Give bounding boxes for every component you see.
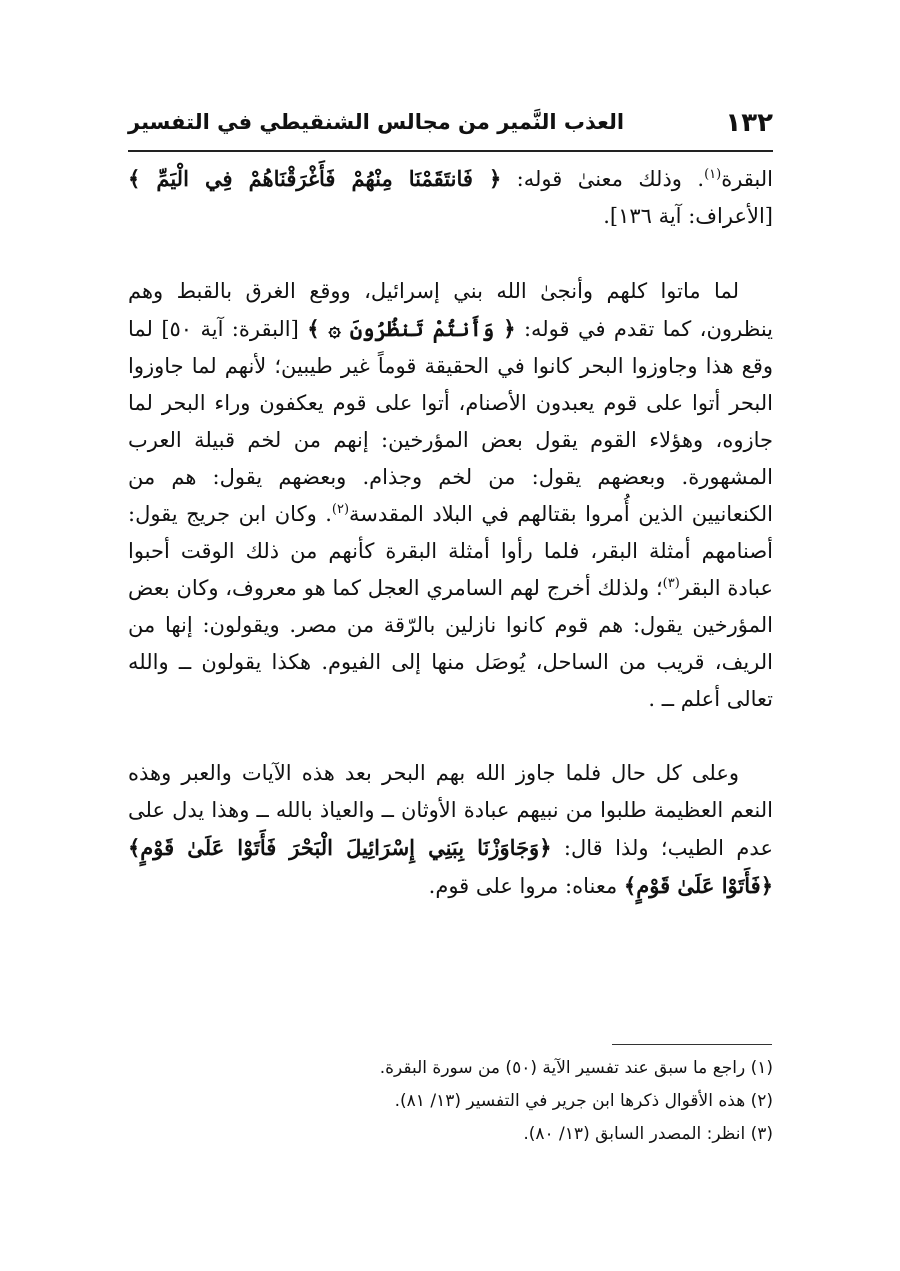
text-run: . وذلك معنىٰ قوله: — [501, 167, 705, 191]
footnote-ref: (٢) — [331, 502, 350, 517]
header-rule — [128, 150, 773, 152]
footnote-ref: (١) — [704, 167, 722, 182]
quran-verse: ﴿ وَأَنتُمْ تَنظُرُونَ ۞ ﴾ — [307, 316, 516, 341]
paragraph — [128, 755, 773, 905]
text-run: [الأعراف: آية ١٣٦]. — [603, 204, 773, 228]
quran-verse: ﴿وَجَاوَزْنَا بِبَنِي إِسْرَائِيلَ الْبَحْرَ فَأَتَوْا عَلَىٰ قَوْمٍ﴾ — [128, 835, 552, 860]
body-text — [128, 160, 773, 905]
page-header — [128, 108, 773, 148]
text-run: ؛ ولذلك أخرج لهم السامري العجل كما هو معروف، وكان بعض المؤرخين يقول: هم قوم كانوا نازلين بالرّقة من مصر. ويقولون: إنها من الريف، قريب من الساحل، يُوصَل منها إلى الفيوم. هكذا يقولون ــ والله تعالى أعلم ــ . — [128, 576, 773, 711]
page-number: ١٣٢ — [725, 108, 773, 138]
text-run: وعلى كل حال فلما جاوز الله بهم البحر بعد هذه الآيات والعبر وهذه النعم العظيمة طلبوا من نبيهم عبادة الأوثان ــ والعياذ بالله ــ وهذا يدل على عدم الطيب؛ ولذا قال: — [128, 761, 773, 860]
footnote-3: (٣) انظر: المصدر السابق (١٣/ ٨٠). — [523, 1124, 773, 1144]
running-title: العذب النَّمير من مجالس الشنقيطي في التفسير — [128, 110, 625, 134]
text-run: معناه: مروا على قوم. — [428, 874, 624, 898]
text-run: . وكان ابن جريج يقول: أصنامهم أمثلة البقر، فلما رأوا أمثلة البقرة كأنهم من ذلك الوقت أحبوا عبادة البقر — [128, 502, 774, 600]
quran-verse: ﴿ فَانتَقَمْنَا مِنْهُمْ فَأَغْرَقْنَاهُمْ فِي الْيَمِّ ﴾ — [128, 166, 502, 191]
text-run: [البقرة: آية ٥٠] لما وقع هذا وجاوزوا البحر كانوا في الحقيقة قوماً غير طيبين؛ لأنهم لما جاوزوا البحر أتوا على قوم يعبدون الأصنام، أتوا على قوم يعكفون وراء البحر لما جازوه، وهؤلاء القوم يقول بعض المؤرخين: إنهم من لخم قبيلة العرب المشهورة. وبعضهم يقول: من لخم وجذام. وبعضهم يقول: هم من الكنعانيين الذين أُمروا بقتالهم في البلاد المقدسة — [128, 317, 773, 526]
paragraph — [128, 273, 773, 718]
paragraph — [128, 160, 773, 235]
quran-verse: ﴿فَأَتَوْا عَلَىٰ قَوْمٍ﴾ — [623, 873, 773, 898]
footnote-2: (٢) هذه الأقوال ذكرها ابن جرير في التفسير (١٣/ ٨١). — [394, 1091, 773, 1111]
text-run: لما ماتوا كلهم وأنجىٰ الله بني إسرائيل، ووقع الغرق بالقبط وهم ينظرون، كما تقدم في قوله: — [128, 279, 773, 341]
footnotes — [250, 1052, 773, 1151]
footnote-1: (١) راجع ما سبق عند تفسير الآية (٥٠) من سورة البقرة. — [379, 1058, 773, 1078]
footnote-ref: (٣) — [662, 576, 680, 591]
footnote-separator — [612, 1044, 772, 1045]
text-run: البقرة — [721, 167, 773, 191]
